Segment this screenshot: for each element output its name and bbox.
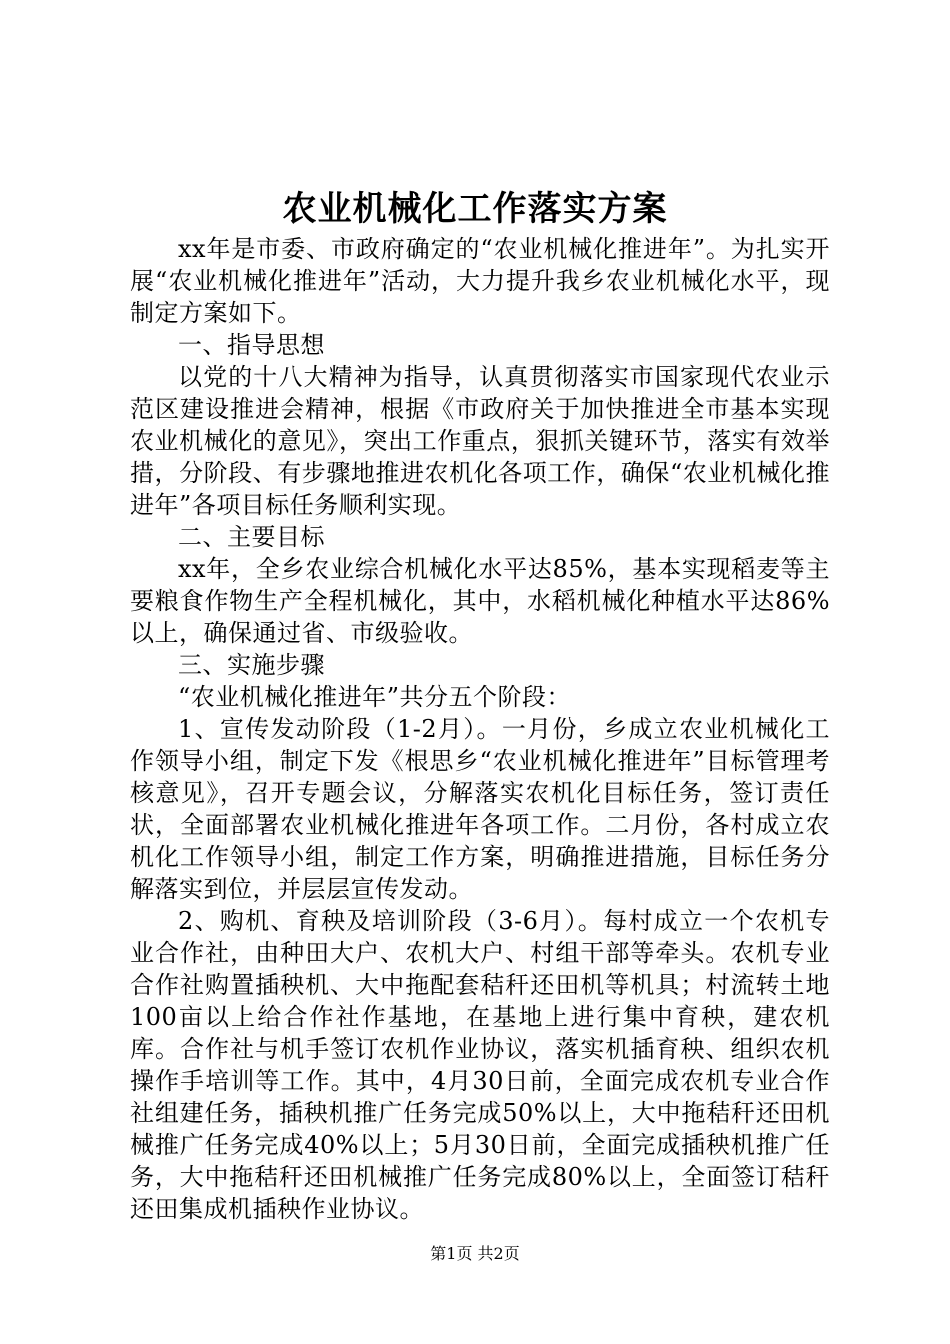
heading-implementation-steps: 三、实施步骤 (178, 651, 325, 679)
paragraph-five-stages: “农业机械化推进年”共分五个阶段： (178, 683, 572, 711)
paragraph-stage-1: 1、宣传发动阶段（1-2月）。一月份，乡成立农业机械化工作领导小组，制定下发《根思乡“农业机械化推进年”目标管理考核意见》，召开专题会议，分解落实农机化目标任务，签订责任状，全面部署农业机械化推进年各项工作。二月份，各村成立农机化工作领导小组，制定工作方案，明确推进措施，目标任务分解落实到位，并层层宣传发动。 (130, 715, 830, 903)
document-body (130, 233, 830, 1225)
paragraph-stage-2: 2、购机、育秧及培训阶段（3-6月）。每村成立一个农机专业合作社，由种田大户、农机大户、村组干部等牵头。农机专业合作社购置插秧机、大中拖配套秸秆还田机等机具；村流转土地100亩以上给合作社作基地，在基地上进行集中育秧，建农机库。合作社与机手签订农机作业协议，落实机插育秧、组织农机操作手培训等工作。其中，4月30日前，全面完成农机专业合作社组建任务，插秧机推广任务完成50%以上，大中拖秸秆还田机械推广任务完成40%以上；5月30日前，全面完成插秧机推广任务，大中拖秸秆还田机械推广任务完成80%以上，全面签订秸秆还田集成机插秧作业协议。 (130, 907, 830, 1223)
paragraph-guiding-ideology: 以党的十八大精神为指导，认真贯彻落实市国家现代农业示范区建设推进会精神，根据《市政府关于加快推进全市基本实现农业机械化的意见》，突出工作重点，狠抓关键环节，落实有效举措，分阶段、有步骤地推进农机化各项工作，确保“农业机械化推进年”各项目标任务顺利实现。 (130, 363, 830, 519)
paragraph-intro: xx年是市委、市政府确定的“农业机械化推进年”。为扎实开展“农业机械化推进年”活动，大力提升我乡农业机械化水平，现制定方案如下。 (130, 235, 830, 327)
page-footer: 第1页 共2页 (430, 1244, 520, 1263)
heading-guiding-ideology: 一、指导思想 (178, 331, 325, 359)
heading-main-goals: 二、主要目标 (178, 523, 325, 551)
paragraph-main-goals: xx年，全乡农业综合机械化水平达85%，基本实现稻麦等主要粮食作物生产全程机械化，其中，水稻机械化种植水平达86%以上，确保通过省、市级验收。 (130, 555, 830, 647)
document-title: 农业机械化工作落实方案 (282, 189, 668, 229)
